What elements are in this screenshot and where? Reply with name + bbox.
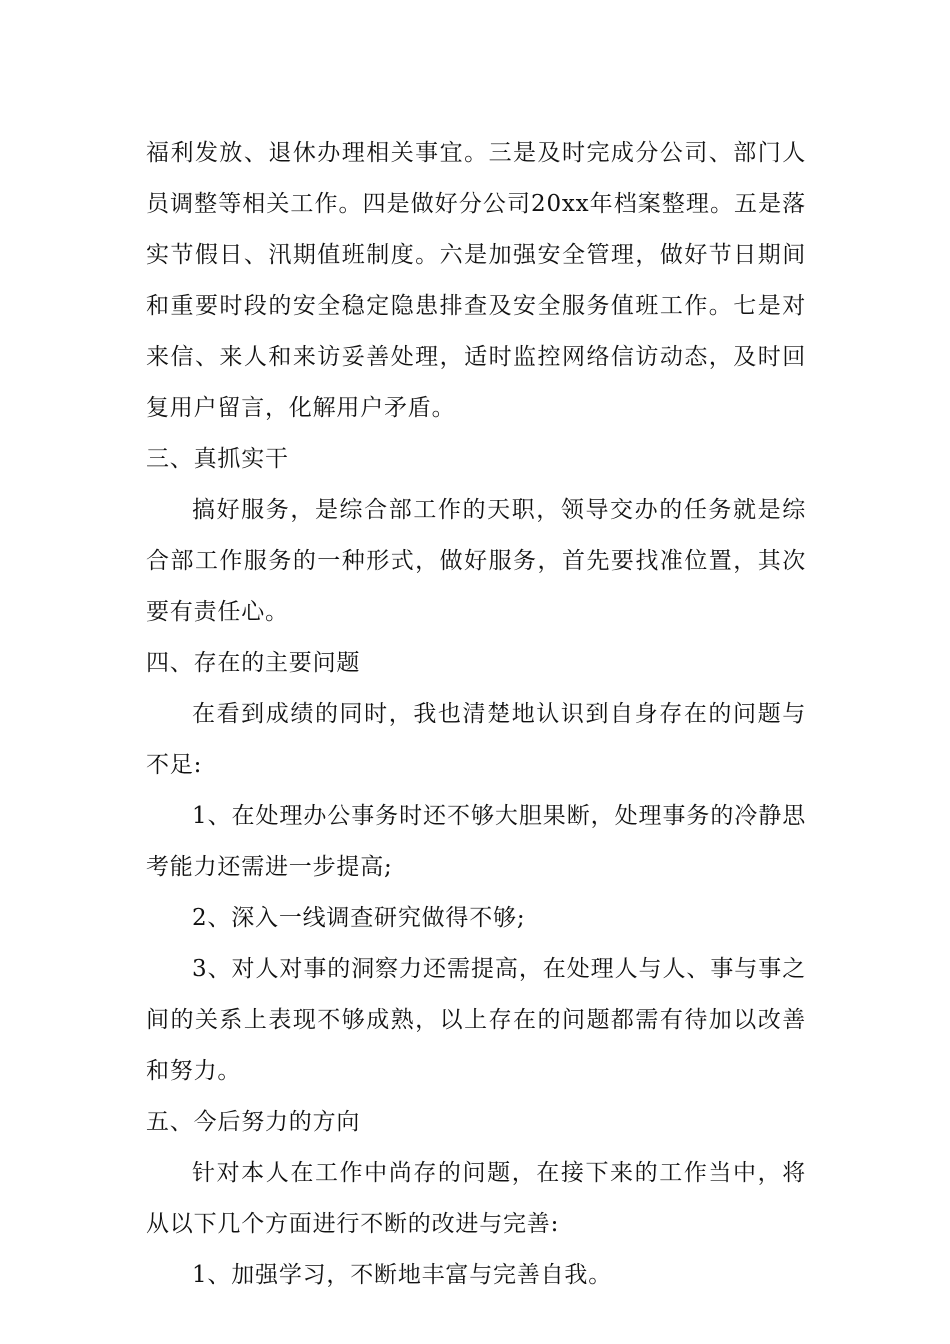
paragraph-welfare-tasks: 福利发放、退休办理相关事宜。三是及时完成分公司、部门人员调整等相关工作。四是做好分公司20xx年档案整理。五是落实节假日、汛期值班制度。六是加强安全管理，做好节日期间和重要时段的安全稳定隐患排查及安全服务值班工作。七是对来信、来人和来访妥善处理，适时监控网络信访动态，及时回复用户留言，化解用户矛盾。 [146, 140, 806, 421]
paragraph-service: 搞好服务，是综合部工作的天职，领导交办的任务就是综合部工作服务的一种形式，做好服务，首先要找准位置，其次要有责任心。 [146, 497, 806, 625]
list-item-improvement-1: 1、加强学习，不断地丰富与完善自我。 [192, 1262, 613, 1288]
document-body [146, 128, 806, 1301]
section-heading-4: 四、存在的主要问题 [146, 650, 361, 676]
paragraph-problems-intro: 在看到成绩的同时，我也清楚地认识到自身存在的问题与不足: [146, 701, 806, 778]
section-heading-5: 五、今后努力的方向 [146, 1109, 361, 1135]
list-item-problem-2: 2、深入一线调查研究做得不够; [192, 905, 526, 931]
paragraph-improvement-intro: 针对本人在工作中尚存的问题，在接下来的工作当中，将从以下几个方面进行不断的改进与完善: [146, 1160, 806, 1237]
list-item-problem-3: 3、对人对事的洞察力还需提高，在处理人与人、事与事之间的关系上表现不够成熟，以上存在的问题都需有待加以改善和努力。 [146, 956, 806, 1084]
list-item-problem-1: 1、在处理办公事务时还不够大胆果断，处理事务的冷静思考能力还需进一步提高; [146, 803, 806, 880]
section-heading-3: 三、真抓实干 [146, 446, 289, 472]
